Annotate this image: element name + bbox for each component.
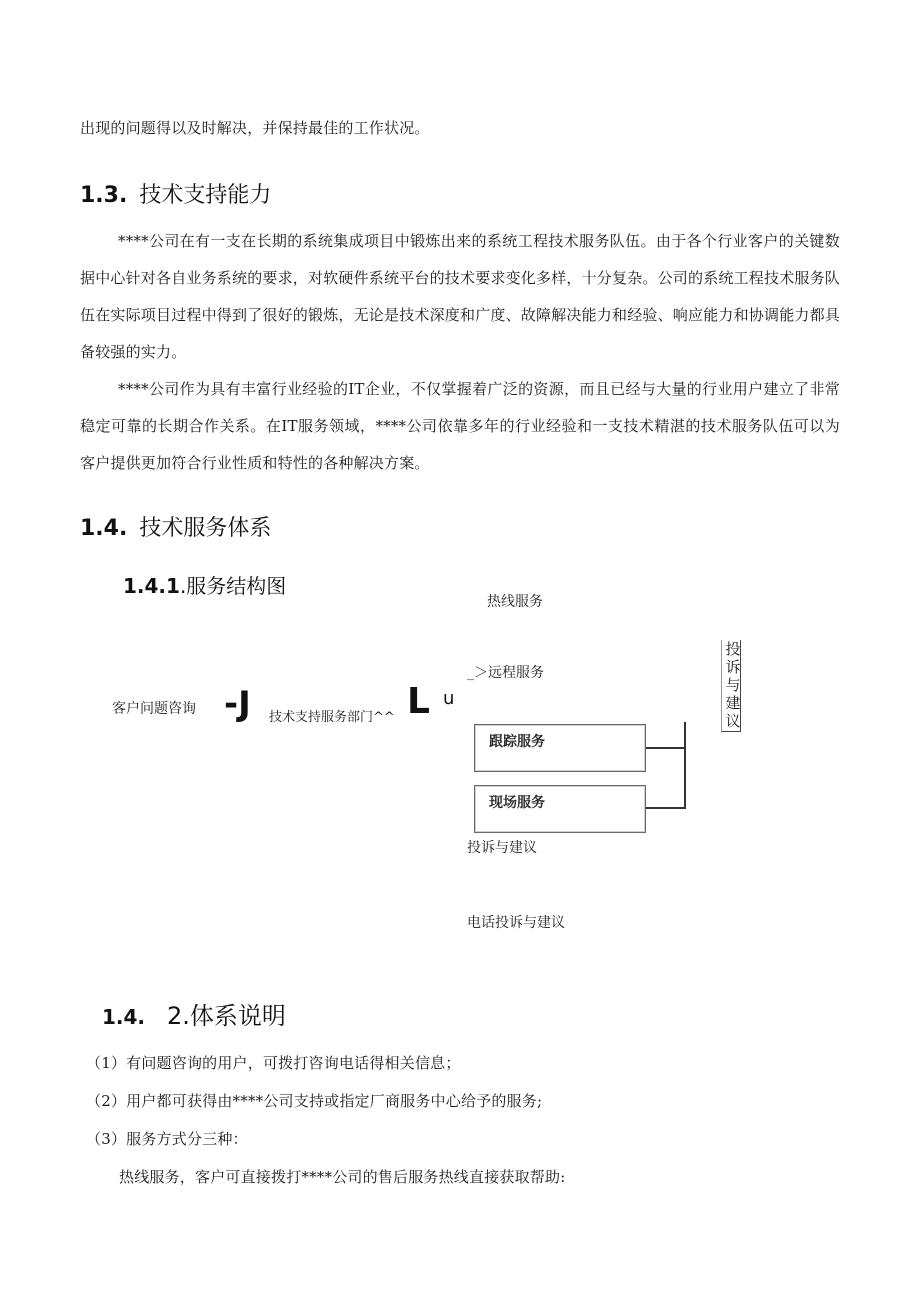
- onsite-service-label: 现场服务: [489, 795, 545, 811]
- dept-tail: ^^: [373, 710, 395, 725]
- list-item: （3）服务方式分三种：: [86, 1130, 248, 1148]
- section-number: 1.3.: [80, 183, 128, 208]
- section-number: 1.4.: [102, 1005, 146, 1029]
- section-1-3-heading: [80, 178, 271, 209]
- paragraph-tech-support-2: ****公司作为具有丰富行业经验的IT企业，不仅掌握着广泛的资源，而且已经与大量的行业用户建立了非常稳定可靠的长期合作关系。在IT服务领域，****公司依靠多年的行业经验和一支技术精湛的技术服务队伍可以为客户提供更加符合行业性质和特性的各种解决方案。: [80, 380, 840, 472]
- bracket-top-line: [646, 747, 686, 749]
- dept-name: 技术支持服务部门: [269, 710, 374, 725]
- paragraph-tech-support-1: ****公司在有一支在长期的系统集成项目中锻炼出来的系统工程技术服务队伍。由于各个行业客户的关键数据中心针对各自业务系统的要求，对软硬件系统平台的技术要求变化多样，十分复杂。公司的系统工程技术服务队伍在实际项目过程中得到了很好的锻炼，无论是技术深度和广度、故障解决能力和经验、响应能力和协调能力都具备较强的实力。: [80, 232, 841, 361]
- hotline-service-label: 热线服务: [487, 594, 543, 610]
- section-title: 2.体系说明: [167, 1002, 286, 1030]
- hotline-description: 热线服务，客户可直接拨打****公司的售后服务热线直接获取帮助:: [119, 1168, 566, 1186]
- bracket-vertical-line: [684, 722, 686, 808]
- phone-complaint-label: 电话投诉与建议: [467, 915, 565, 931]
- section-1-4-2-heading: [102, 996, 286, 1031]
- connector-l-glyph: L: [407, 681, 430, 722]
- arrow-glyph: -J: [224, 684, 251, 724]
- list-item: （2）用户都可获得由****公司支持或指定厂商服务中心给予的服务;: [86, 1092, 543, 1110]
- connector-u-glyph: u: [443, 688, 455, 709]
- complaint-vertical-box: [721, 640, 741, 732]
- section-title: 技术服务体系: [139, 516, 272, 541]
- intro-line: 出现的问题得以及时解决，并保持最佳的工作状况。: [80, 119, 430, 137]
- section-title: 技术支持能力: [139, 183, 272, 208]
- section-number: 1.4.: [80, 516, 128, 541]
- list-item: （1）有问题咨询的用户，可拨打咨询电话得相关信息；: [86, 1054, 461, 1072]
- complaint-label: 投诉与建议: [467, 840, 537, 856]
- section-title: .服务结构图: [179, 574, 287, 598]
- tracking-service-label: 跟踪服务: [489, 734, 545, 750]
- complaint-vertical-label: 投诉与建议: [725, 640, 741, 730]
- bracket-bottom-line: [646, 807, 686, 809]
- section-number: 1.4.1: [123, 574, 180, 598]
- customer-inquiry-label: 客户问题咨询: [112, 701, 196, 717]
- onsite-service-box: [474, 785, 646, 833]
- tech-support-dept-label: [269, 706, 395, 725]
- section-1-4-1-heading: [123, 570, 286, 599]
- tracking-service-box: [474, 724, 646, 772]
- section-1-4-heading: [80, 511, 271, 542]
- remote-service-label: _＞远程服务: [467, 665, 544, 681]
